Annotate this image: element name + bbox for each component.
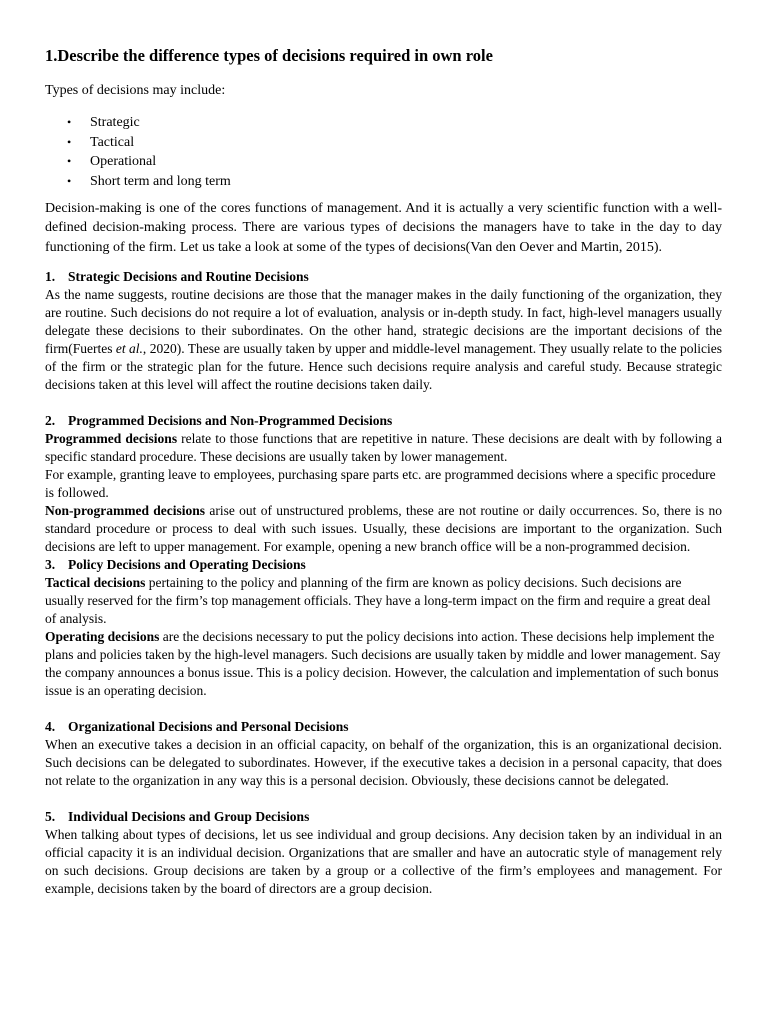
section-body: When an executive takes a decision in an official capacity, on behalf of the organization, this is an organizational decision. Such decisions can be delegated to subordinates. However, if the executive takes a decision in a personal capacity, that does not relate to the organization in any way this is a personal decision. Obviously, these decisions cannot be delegated.: [45, 736, 722, 788]
section-body: Tactical decisions pertaining to the policy and planning of the firm are known as policy decisions. Such decisions are usually reserved for the firm’s top management officials. They have a long-term impact on the firm and require a great deal of analysis.: [45, 574, 711, 626]
section-individual-group: [45, 808, 722, 898]
section-heading: 4. Organizational Decisions and Personal Decisions: [45, 718, 349, 734]
section-strategic-routine: [45, 268, 722, 394]
section-body: Operating decisions are the decisions necessary to put the policy decisions into action. These decisions help implement the plans and policies taken by the high-level managers. Such decisions are usually taken by middle and lower management. Say the company announces a bonus issue. This is a policy decision. However, the calculation and implementation of such bonus issue is an operating decision.: [45, 628, 721, 698]
intro-text: Types of decisions may include:: [45, 83, 226, 98]
section-body: As the name suggests, routine decisions are those that the manager makes in the daily functioning of the organization, they are routine. Such decisions do not require a lot of evaluation, analysis or in-depth study. In fact, high-level managers usually delegate these decisions to their subordinates. On the other hand, strategic decisions are the important decisions of the firm(Fuertes et al., 2020). These are usually taken by upper and middle-level management. They usually relate to the policies of the firm or the strategic plan for the future. Hence such decisions require analysis and careful study. Because strategic decisions taken at this level will affect the routine decisions taken daily.: [45, 286, 723, 392]
bullet-icon: •: [67, 115, 72, 129]
list-item: • Short term and long term: [90, 172, 722, 192]
section-organizational-personal: [45, 718, 722, 790]
section-heading: 5. Individual Decisions and Group Decisions: [45, 808, 310, 824]
section-body: For example, granting leave to employees, purchasing spare parts etc. are programmed decisions where a specific procedure is followed.: [45, 466, 716, 500]
section-body: When talking about types of decisions, let us see individual and group decisions. Any decision taken by an individual in an official capacity it is an individual decision. Organizations that are smaller and have an autocratic style of management rely on such decisions. Group decisions are taken by a group or a collective of the firm’s employees and management. For example, decisions taken by the board of directors are a group decision.: [45, 826, 722, 896]
page-title: 1.Describe the difference types of decisions required in own role: [45, 46, 493, 65]
list-item: • Tactical: [90, 133, 722, 153]
intro-paragraph: Decision-making is one of the cores functions of management. And it is actually a very scientific function with a well-defined decision-making process. There are various types of decisions the managers have to take in the day to day functioning of the firm. Let us take a look at some of the types of decisions(Van den Oever and Martin, 2015).: [45, 201, 722, 255]
bullet-icon: •: [67, 134, 72, 149]
bullet-icon: •: [67, 154, 72, 168]
decision-types-list: [45, 113, 722, 191]
section-heading: 1. Strategic Decisions and Routine Decisions: [45, 268, 309, 284]
section-heading: 3. Policy Decisions and Operating Decisions: [45, 556, 306, 572]
section-heading: 2. Programmed Decisions and Non-Programmed Decisions: [45, 412, 393, 428]
section-policy-operating: [45, 556, 722, 700]
section-body: Non-programmed decisions arise out of unstructured problems, these are not routine or daily occurrences. So, there is no standard procedure or process to deal with such issues. Usually, these decisions are important to the organization. Such decisions are left to upper management. For example, opening a new branch office will be a non-programmed decision.: [45, 502, 722, 554]
bullet-icon: •: [67, 173, 72, 188]
list-item: • Operational: [90, 152, 722, 172]
section-programmed: [45, 412, 722, 556]
list-item: • Strategic: [90, 113, 722, 133]
section-body: Programmed decisions relate to those functions that are repetitive in nature. These decisions are dealt with by following a specific standard procedure. These decisions are usually taken by lower management.: [45, 430, 722, 464]
